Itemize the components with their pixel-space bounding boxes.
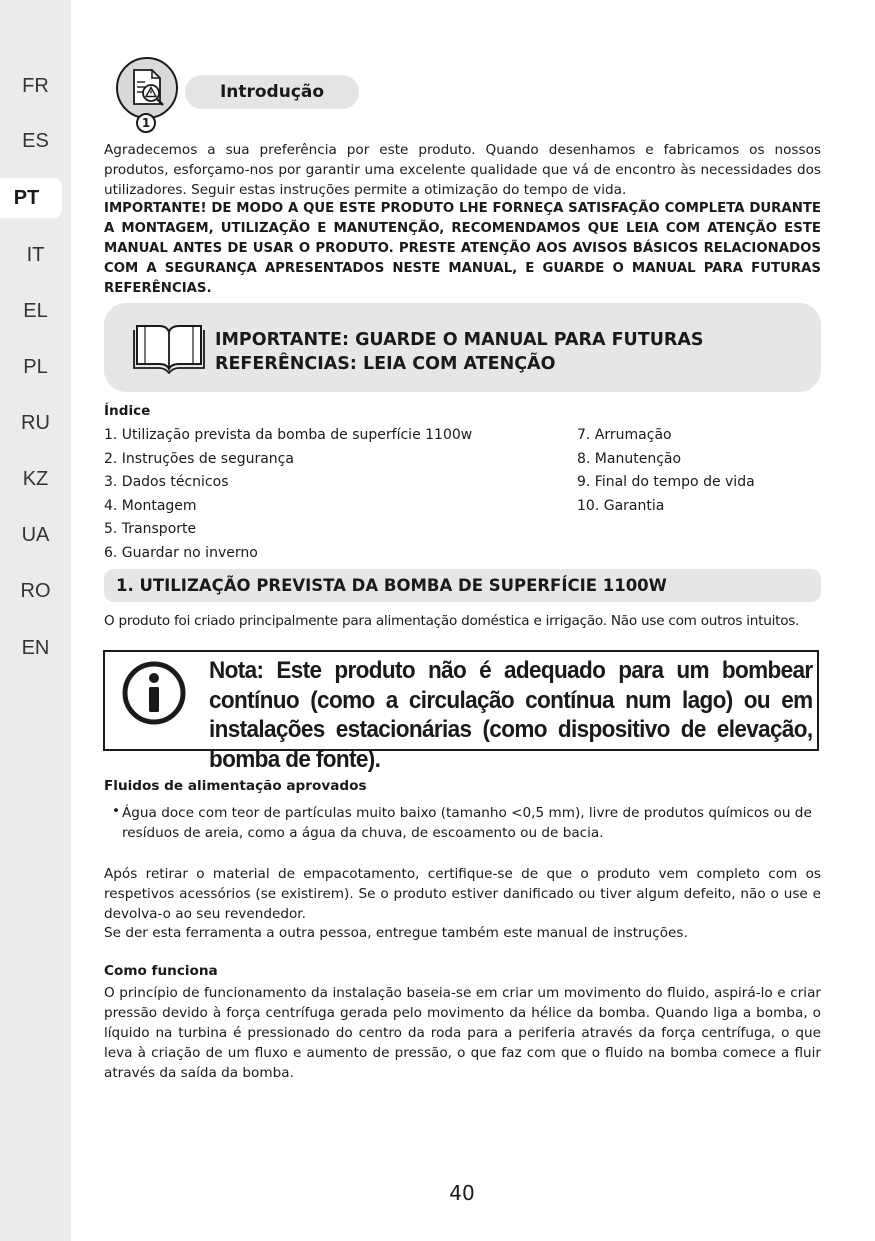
lang-tab-es[interactable]: ES (22, 130, 49, 152)
lang-tab-pt[interactable]: PT (0, 178, 62, 218)
how-paragraph: O princípio de funcionamento da instalação baseia-se em criar um movimento do fluido, aspirá-lo e criar pressão devido à força centrífuga gerada pelo movimento da hélice da bomba. Quando liga a bomba, o líquido na turbina é pressionado do centro da roda para a periferia através da força centrífuga, o que leva à criação de um fluxo e aumento de pressão, o que faz com que o fluido na bomba comece a fluir através da saída da bomba. (104, 985, 821, 1081)
info-icon (121, 660, 187, 726)
toc-item[interactable]: 5. Transporte (104, 521, 197, 538)
handover-paragraph: Se der esta ferramenta a outra pessoa, entregue também este manual de instruções. (104, 925, 688, 941)
toc-item[interactable]: 4. Montagem (104, 497, 197, 514)
fluids-bullet: Água doce com teor de partículas muito baixo (tamanho <0,5 mm), livre de produtos químicos ou de resíduos de areia, como a água da chuva, de escoamento ou de bacia. (122, 805, 812, 841)
intro-paragraph: Agradecemos a sua preferência por este produto. Quando desenhamos e fabricamos os nossos produtos, esforçamo-nos por garantir uma excelente qualidade que vá de encontro às necessidades dos utilizadores. Seguir estas instruções permite a otimização do tempo de vida. (104, 142, 821, 198)
important-callout-line-1: IMPORTANTE: GUARDE O MANUAL PARA FUTURAS (215, 330, 704, 350)
note-text: Nota: Este produto não é adequado para um bombear contínuo (como a circulação contínua num lago) ou em instalações estacionárias (como dispositivo de elevação, bomba de fonte). (209, 657, 813, 773)
toc-item[interactable]: 1. Utilização prevista da bomba de superfície 1100w (104, 427, 473, 443)
how-heading: Como funciona (104, 963, 218, 979)
lang-tab-fr[interactable]: FR (22, 75, 49, 97)
lang-tab-el[interactable]: EL (23, 300, 48, 322)
toc-left-column (104, 424, 472, 566)
unpack-paragraph: Após retirar o material de empacotamento, certifique-se de que o produto vem completo com os respetivos acessórios (se existirem). Se o produto estiver danificado ou tiver algum defeito, não o use e devolva-o ao seu revendedor. (104, 866, 821, 922)
intro-title: Introdução (185, 75, 359, 109)
bullet-icon: • (112, 803, 121, 819)
important-paragraph: IMPORTANTE! DE MODO A QUE ESTE PRODUTO LHE FORNEÇA SATISFAÇÃO COMPLETA DURANTE A MONTAGEM, UTILIZAÇÃO E MANUTENÇÃO, RECOMENDAMOS QUE LEIA COM ATENÇÃO ESTE MANUAL ANTES DE USAR O PRODUTO. PRESTE ATENÇÃO AOS AVISOS BÁSICOS RELACIONADOS COM A SEGURANÇA APRESENTADOS NESTE MANUAL, E GUARDE O MANUAL PARA FUTURAS REFERÊNCIAS. (104, 201, 821, 296)
toc-item[interactable]: 2. Instruções de segurança (104, 450, 294, 467)
section-1-intro: O produto foi criado principalmente para alimentação doméstica e irrigação. Não use com outros intuitos. (104, 613, 800, 629)
toc-item[interactable]: 9. Final do tempo de vida (577, 474, 755, 491)
lang-tab-ru[interactable]: RU (21, 412, 50, 434)
toc-item[interactable]: 6. Guardar no inverno (104, 544, 258, 561)
toc-item[interactable]: 3. Dados técnicos (104, 474, 229, 491)
toc-right-column (577, 424, 755, 518)
toc-item[interactable]: 10. Garantia (577, 497, 665, 514)
lang-tab-it[interactable]: IT (26, 244, 45, 266)
fluids-heading: Fluidos de alimentação aprovados (104, 778, 367, 794)
important-callout-text (215, 328, 775, 376)
section-number-badge: 1 (141, 116, 151, 130)
toc-heading: Índice (104, 403, 151, 419)
page-number: 40 (449, 1181, 475, 1205)
lang-tab-kz[interactable]: KZ (22, 468, 49, 490)
important-callout-line-2: REFERÊNCIAS: LEIA COM ATENÇÃO (215, 354, 556, 374)
open-book-icon (133, 320, 205, 374)
lang-tab-ro[interactable]: RO (20, 580, 51, 602)
toc-item[interactable]: 8. Manutenção (577, 450, 682, 467)
toc-item[interactable]: 7. Arrumação (577, 427, 672, 443)
lang-tab-en[interactable]: EN (21, 637, 50, 659)
lang-tab-pl[interactable]: PL (23, 356, 48, 378)
section-1-title: 1. UTILIZAÇÃO PREVISTA DA BOMBA DE SUPERFÍCIE 1100W (116, 576, 667, 595)
lang-tab-ua[interactable]: UA (21, 524, 50, 546)
